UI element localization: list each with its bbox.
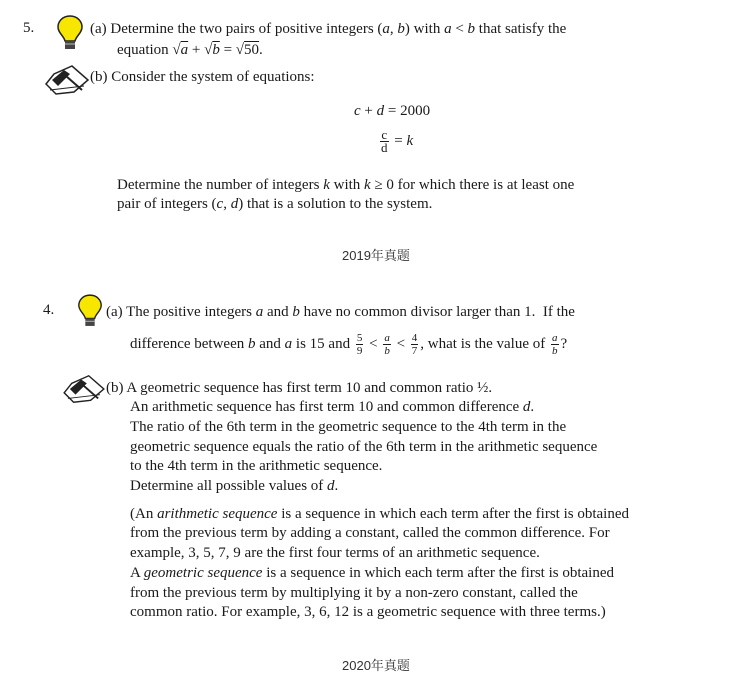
caption-2019: 2019年真题 xyxy=(342,248,410,263)
q4-note-line6: common ratio. For example, 3, 6, 12 is a geometric sequence with three terms.) xyxy=(130,604,606,620)
lightbulb-icon xyxy=(76,293,104,329)
q5a-text-line2: equation √a + √b = √50. xyxy=(117,42,263,58)
q5b-text-line1: Determine the number of integers k with k ≥ 0 for which there is at least one xyxy=(117,177,575,193)
hand-pencil-icon xyxy=(62,372,106,406)
lightbulb-icon xyxy=(55,14,85,52)
q5b-equation-2: $\frac{c}{d}$ = k xyxy=(381,127,414,155)
question-number-4: 4. xyxy=(43,302,55,318)
q5b-text-line2: pair of integers (c, d) that is a solution to the system. xyxy=(117,196,433,212)
fraction-5-9: $\frac{5}{9}$ xyxy=(356,332,363,358)
q4-note-line2: from the previous term by adding a constant, called the common difference. For xyxy=(130,525,610,541)
q4a-text-line1: (a) The positive integers a and b have no common divisor larger than 1. If the xyxy=(106,304,575,320)
q4-note-line3: example, 3, 5, 7, 9 are the first four terms of an arithmetic sequence. xyxy=(130,545,540,561)
q4-note-line4: A geometric sequence is a sequence in which each term after the first is obtained xyxy=(130,565,615,581)
q4b-text-line2: An arithmetic sequence has first term 10 and common difference d. xyxy=(130,399,535,415)
q4b-text-line4: geometric sequence equals the ratio of the 6th term in the arithmetic sequence xyxy=(130,439,598,455)
fraction-a-b-answer: $\frac{a}{b}$ xyxy=(552,332,558,358)
hand-pencil-icon xyxy=(44,62,90,98)
q5b-equation-1: c + d = 2000 xyxy=(354,103,431,119)
fraction-4-7: $\frac{4}{7}$ xyxy=(411,332,418,358)
q4b-text-line3: The ratio of the 6th term in the geometric sequence to the 4th term in the xyxy=(130,419,567,435)
question-number-5: 5. xyxy=(23,20,35,36)
q4-note-line1: (An arithmetic sequence is a sequence in which each term after the first is obtained xyxy=(130,506,629,522)
q5b-intro: (b) Consider the system of equations: xyxy=(90,69,315,85)
q4b-text-line1: (b) A geometric sequence has first term 10 and common ratio ½. xyxy=(106,380,493,396)
q5a-text-line1: (a) Determine the two pairs of positive integers (a, b) with a < b that satisfy the xyxy=(90,21,567,37)
q4b-text-line6: Determine all possible values of d. xyxy=(130,478,339,494)
caption-2020: 2020年真题 xyxy=(342,658,410,673)
q4a-text-line2: difference between b and a is 15 and $\frac{5}{9}$ < $\frac{a}{b}$ < $\frac{4}{7}$ , what is the value of $\frac{a}{b}$ ? xyxy=(130,332,568,358)
q4-note-line5: from the previous term by multiplying it by a non-zero constant, called the xyxy=(130,585,578,601)
fraction-a-b: $\frac{a}{b}$ xyxy=(384,332,390,358)
q4b-text-line5: to the 4th term in the arithmetic sequence. xyxy=(130,458,383,474)
